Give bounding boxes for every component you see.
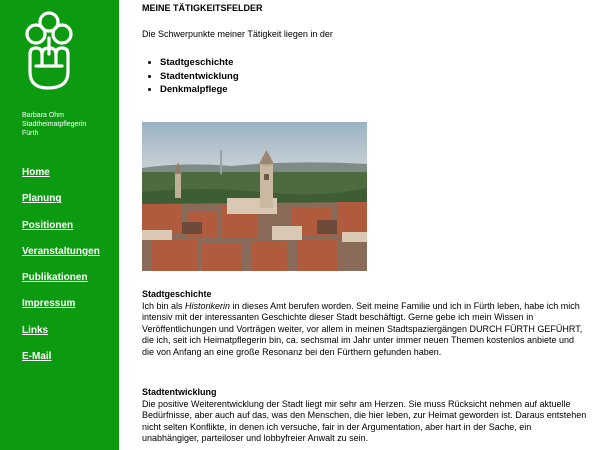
section-stadtentwicklung [142, 387, 588, 445]
sidebar [0, 0, 119, 450]
page-title: MEINE TÄTIGKEITSFELDER [142, 3, 263, 13]
nav-planung[interactable]: Planung [22, 193, 62, 205]
nav-veranstaltungen[interactable]: Veranstaltungen [22, 245, 100, 257]
section-body: Die positive Weiterentwicklung der Stadt liegt mir sehr am Herzen. Sie muss Rücksicht nehmen auf aktuelle Bedürfnisse, aber auch auf das, was den Menschen, die hier leben, zur Heimat geworden ist. Daraus entstehen nicht selten Konflikte, in denen ich versuche, fair in der Argumentation, aber hart in der Sache, ein unabhängiger, parteiloser und lobbyfreier Anwalt zu sein. [142, 398, 587, 443]
owner-name: Barbara Ohm [22, 112, 65, 119]
section-body-text: in dieses Amt berufen worden. Seit meine Familie und ich in Fürth leben, habe ich mich intensiv mit der interessanten Geschichte dieser Stadt beschäftigt. Gerne gebe ich mein Wissen in Veröffentlichungen und Vorträgen weiter, vor allem in meinen Stadtspaziergängen DURCH FÜRTH GEFÜHRT, die ich, seit ich Heimatpflegerin bin, ca. sechsmal im Jahr unter immer neuen Themen kostenlos anbiete und die von Anfang an eine große Resonanz bei den Fürthern gefunden haben. [142, 300, 583, 357]
section-stadtgeschichte [142, 289, 588, 358]
fuerth-cityscape-photo [142, 122, 367, 271]
list-item: • Denkmalpflege [160, 83, 239, 97]
owner-city: Fürth [22, 130, 39, 137]
section-body-text: Ich bin als [142, 300, 186, 311]
section-heading: Stadtgeschichte [142, 289, 212, 299]
nav-impressum[interactable]: Impressum [22, 298, 76, 310]
list-item: • Stadtgeschichte [160, 56, 239, 70]
intro-text: Die Schwerpunkte meiner Tätigkeit liegen in der [142, 29, 333, 39]
nav-email[interactable]: E-Mail [22, 351, 52, 363]
nav-positionen[interactable]: Positionen [22, 219, 74, 231]
clover-hand-icon[interactable] [22, 10, 76, 90]
owner-title: Stadtheimatpflegerin [22, 121, 87, 128]
section-heading: Stadtentwicklung [142, 387, 217, 397]
main-navigation [22, 166, 100, 376]
nav-publikationen[interactable]: Publikationen [22, 272, 88, 284]
nav-home[interactable]: Home [22, 167, 50, 178]
historikerin-emphasis: Historikerin [185, 300, 231, 311]
owner-info [22, 111, 86, 138]
list-item: • Stadtentwicklung [160, 70, 239, 84]
section-body [142, 301, 588, 359]
focus-areas-list [142, 56, 239, 97]
nav-links[interactable]: Links [22, 324, 49, 336]
